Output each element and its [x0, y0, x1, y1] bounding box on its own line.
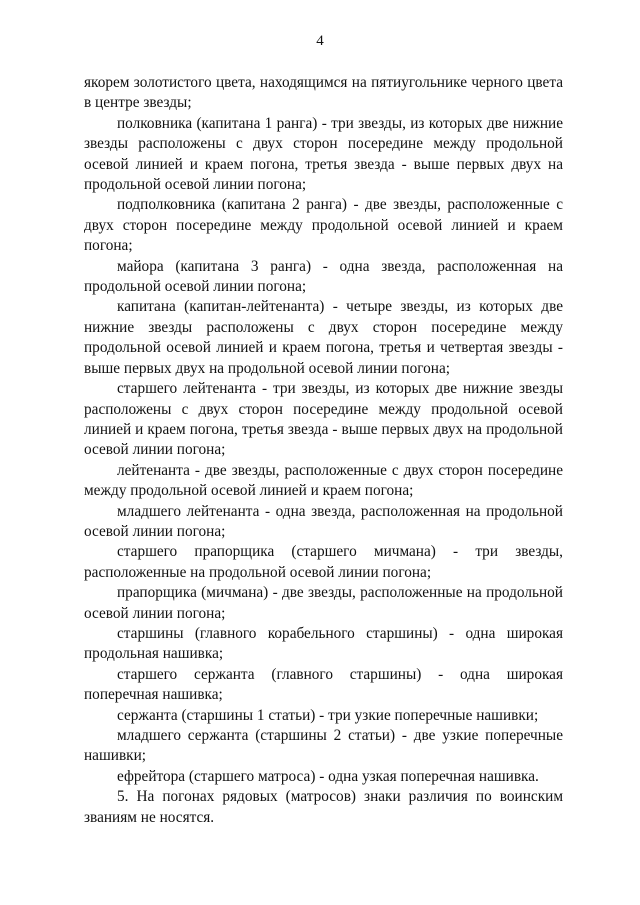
- paragraph-junior-sergeant: младшего сержанта (старшины 2 статьи) - две узкие поперечные нашивки;: [84, 727, 563, 765]
- paragraph-lieutenant-colonel: подполковника (капитана 2 ранга) - две звезды, расположенные с двух сторон посередине между продольной осевой линией и краем погона;: [84, 196, 563, 255]
- paragraph-continuation: якорем золотистого цвета, находящимся на пятиугольнике черного цвета в центре звезды;: [84, 74, 563, 112]
- paragraph-colonel: полковника (капитана 1 ранга) - три звезды, из которых две нижние звезды расположены с двух сторон посередине между продольной осевой линией и краем погона, третья звезда - выше первых двух на продольной осевой линии погона;: [84, 114, 563, 194]
- paragraph-senior-sergeant: старшего сержанта (главного старшины) - одна широкая поперечная нашивка;: [84, 665, 563, 704]
- paragraph-junior-lieutenant: младшего лейтенанта - одна звезда, расположенная на продольной осевой линии погона;: [84, 502, 563, 540]
- paragraph-warrant-officer: прапорщика (мичмана) - две звезды, расположенные на продольной осевой линии погона;: [84, 584, 563, 622]
- paragraph-major: майора (капитана 3 ранга) - одна звезда, расположенная на продольной осевой линии погона;: [84, 257, 563, 296]
- paragraph-captain: капитана (капитан-лейтенанта) - четыре звезды, из которых две нижние звезды расположены с двух сторон посередине между продольной осевой линией и краем погона, третья и четвертая звезды - выше первых двух на продольной осевой линии погона;: [84, 298, 563, 377]
- document-body: [84, 73, 563, 828]
- paragraph-sergeant-major: старшины (главного корабельного старшины) - одна широкая продольная нашивка;: [84, 624, 563, 663]
- paragraph-senior-warrant-officer: старшего прапорщика (старшего мичмана) - три звезды, расположенные на продольной осевой линии погона;: [84, 543, 563, 581]
- paragraph-item-5: 5. На погонах рядовых (матросов) знаки различия по воинским званиям не носятся.: [84, 788, 563, 826]
- paragraph-senior-lieutenant: старшего лейтенанта - три звезды, из которых две нижние звезды расположены с двух сторон посередине между продольной осевой линией и краем погона, третья звезда - выше первых двух на продольной осевой линии погона;: [84, 380, 563, 459]
- page-number: 4: [316, 33, 324, 49]
- paragraph-lieutenant: лейтенанта - две звезды, расположенные с двух сторон посередине между продольной осевой линией и краем погона;: [84, 461, 563, 500]
- paragraph-corporal: ефрейтора (старшего матроса) - одна узкая поперечная нашивка.: [117, 767, 539, 785]
- paragraph-sergeant: сержанта (старшины 1 статьи) - три узкие поперечные нашивки;: [117, 706, 539, 724]
